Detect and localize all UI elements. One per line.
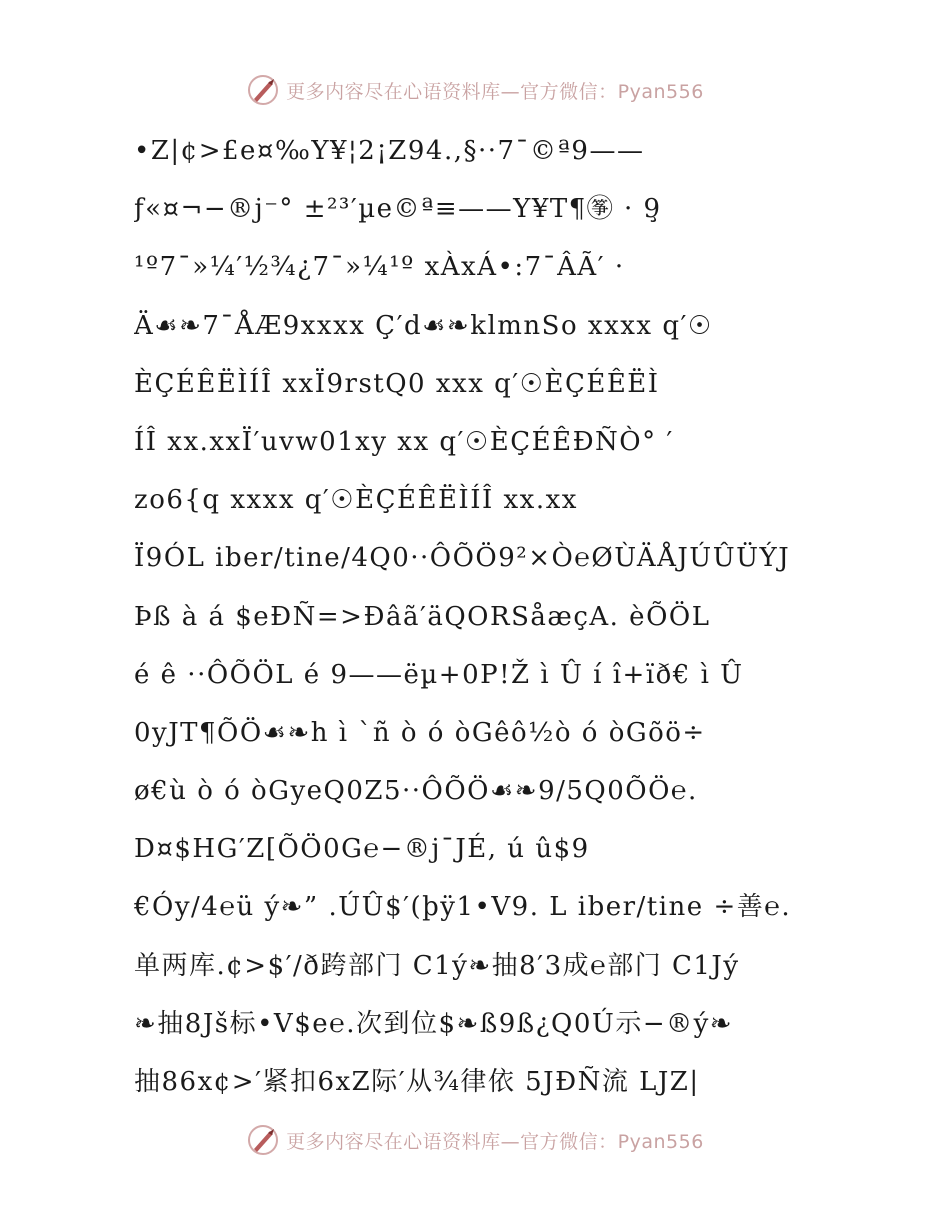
text-line: €Óy/4℮ü ý❧” .ÚÛ$′(þÿ1•V9. L iber/tine ÷善℮. [134,892,792,923]
text-line: •Z|¢>£e¤‰Y¥¦2¡Z94.,§··7¯©ª9—— [134,136,645,166]
text-line: Þß à á $eÐÑ=>Ðâã′äQORSåæçA. èÕÖL [134,601,711,632]
text-line: ø€ù ò ó òGyeQ0Z5··ÔÕÖ☙❧9/5Q0ÕÖ℮. [134,776,698,807]
text-line: Ï9ÓL iber/tine/4Q0··ÔÕÖ9²×Ò℮ØÙÄÅJÚÛÜÝJ [134,543,791,574]
document-body [134,122,834,1111]
text-line: D¤$HG′Z[ÕÖ0G℮−®ј¯JÉ, ú û$9 [134,834,590,865]
text-line: ❧抽8Jš标•V$e℮.次到位$❧ß9ß¿Q0Ú示−®ý❧ [134,1008,734,1039]
text-line: zo6{q xxxx q′☉ÈÇÉÊËÌÍÎ xx.xx [134,485,578,516]
text-line: ¹º7¯»¼′½¾¿7¯»¼¹º xÀxÁ•:7¯ÂÃ′ · [134,252,625,283]
text-line: ÈÇÉÊËÌÍÎ xxÏ9rstQ0 xxx q′☉ÈÇÉÊËÌ [134,368,660,399]
text-line: é ê ··ÔÕÖL é 9——ëµ+0P!Ž ì Û í î+ïð€ ì Û [134,659,744,690]
pen-circle-logo-icon [246,73,280,107]
header-watermark [0,70,950,110]
footer-watermark [0,1120,950,1160]
watermark-text: 更多内容尽在心语资料库—官方微信：Pyan556 [286,80,704,103]
pen-circle-logo-icon [246,1123,280,1157]
text-line: ÍÎ xx.xxÏ′uvw01xy xx q′☉ÈÇÉÊÐÑÒ° ′ [134,426,674,457]
text-line: 0yJT¶ÕÖ☙❧h ì `ñ ò ó òGêô½ò ó òGõö÷ [134,717,706,748]
watermark-text: 更多内容尽在心语资料库—官方微信：Pyan556 [286,1130,704,1153]
text-line: Ä☙❧7¯ÅÆ9xxxx Ç′d☙❧klmnSo xxxx q′☉ [134,310,713,341]
text-line: ƒ«¤¬−®ј⁻° ±²³′µe©ª≡——Y¥T¶㉇ · 9̧ [134,194,662,225]
text-line: 抽86x¢>′紧扣6xZ际′从¾律依 5JÐÑ流 LJZ| [134,1067,700,1097]
text-line: 单两库.¢>$′/ð跨部门 C1ý❧抽8′3成℮部门 C1Jý [134,950,740,981]
